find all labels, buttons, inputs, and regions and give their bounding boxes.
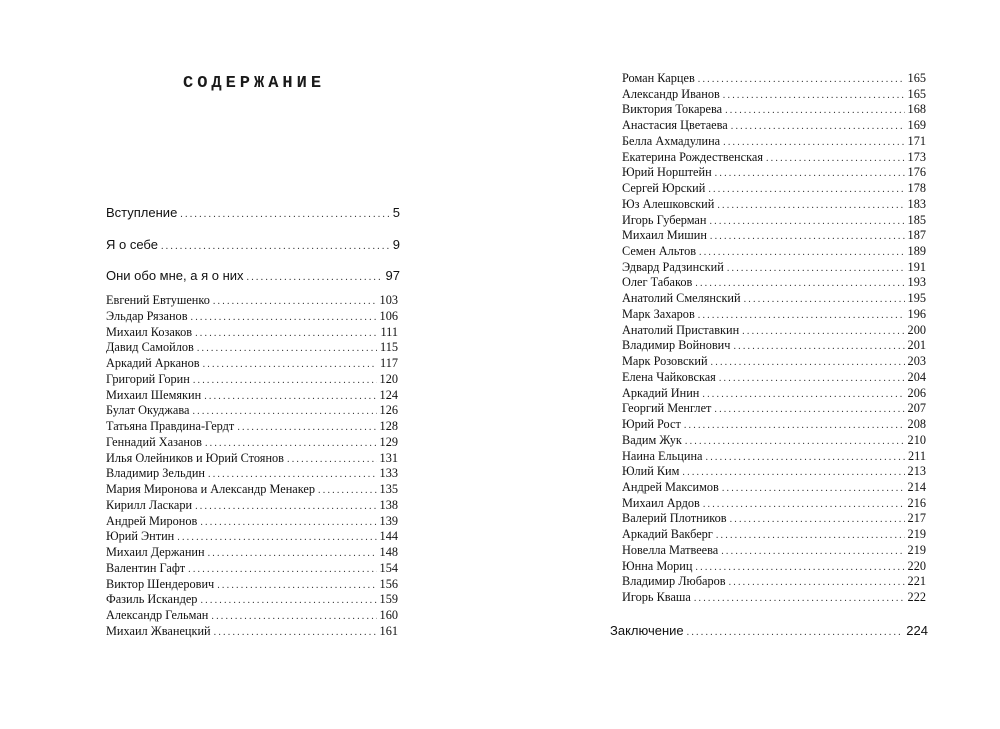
toc-entry-label: Кирилл Ласкари	[106, 497, 193, 512]
toc-entry-page: 133	[379, 466, 398, 481]
toc-entry-page: 148	[379, 545, 398, 559]
toc-entry-page: 176	[907, 165, 926, 180]
toc-entry-page: 200	[907, 322, 926, 337]
toc-entry-label: Евгений Евтушенко	[106, 293, 210, 307]
toc-entry-page: 161	[379, 623, 398, 638]
toc-entry-label: Георгий Менглет	[622, 401, 712, 416]
toc-entry-page: 173	[907, 149, 926, 164]
toc-entry-label: Юз Алешковский	[622, 196, 715, 211]
toc-entry-label: Юрий Энтин	[106, 529, 175, 544]
toc-entry-label: Валентин Гафт	[106, 560, 186, 575]
toc-entry-page: 204	[907, 369, 926, 384]
toc-entry	[610, 623, 928, 641]
toc-entry-label: Новелла Матвеева	[622, 542, 719, 557]
toc-entry-label: Марк Захаров	[622, 306, 695, 321]
toc-entry-label: Они обо мне, а я о них	[106, 268, 244, 283]
toc-entry-label: Михаил Держанин	[106, 545, 205, 559]
toc-entry-page: 195	[907, 291, 926, 306]
toc-entry-page: 185	[907, 212, 926, 227]
toc-entry-page: 221	[907, 574, 926, 589]
toc-entry-page: 178	[907, 181, 926, 196]
toc-entry-page: 187	[907, 228, 926, 243]
toc-entry-page: 201	[907, 338, 926, 353]
toc-entry-page: 208	[907, 417, 926, 432]
toc-entry-page: 106	[379, 308, 398, 323]
toc-entry-label: Виктория Токарева	[622, 102, 723, 117]
toc-entry-page: 196	[907, 306, 926, 321]
toc-entry-label: Юрий Рост	[622, 417, 681, 432]
toc-entry-page: 156	[379, 576, 398, 591]
toc-entry	[622, 589, 926, 607]
toc-entry	[106, 268, 400, 286]
toc-title: СОДЕРЖАНИЕ	[183, 74, 326, 93]
toc-entry-label: Вступление	[106, 205, 178, 220]
toc-entry-label: Аркадий Вакберг	[622, 527, 713, 542]
toc-entry-page: 139	[379, 513, 398, 528]
toc-entry-page: 224	[906, 623, 928, 638]
toc-entry-page: 120	[379, 371, 398, 386]
toc-entry-label: Григорий Горин	[106, 371, 190, 386]
toc-entry-label: Игорь Кваша	[622, 590, 691, 605]
toc-entry-label: Давид Самойлов	[106, 340, 194, 355]
dot-leader	[161, 239, 390, 255]
toc-entry-label: Юрий Норштейн	[622, 165, 712, 180]
toc-entry-page: 165	[907, 86, 926, 101]
toc-entry-label: Анатолий Смелянский	[622, 291, 741, 306]
dot-leader	[180, 207, 389, 223]
toc-entry-page: 124	[379, 387, 398, 402]
toc-entry-page: 171	[907, 133, 926, 148]
toc-entry-page: 115	[380, 340, 398, 355]
toc-entry-label: Аркадий Инин	[622, 385, 700, 400]
toc-entry-page: 211	[908, 448, 926, 463]
toc-entry-page: 129	[379, 434, 398, 449]
toc-entry-page: 169	[907, 118, 926, 133]
toc-entry-label: Игорь Губерман	[622, 212, 707, 227]
toc-entry-label: Наина Ельцина	[622, 448, 703, 463]
toc-entry	[106, 205, 400, 223]
toc-entry-page: 9	[392, 237, 400, 252]
toc-entry-label: Булат Окуджава	[106, 403, 190, 418]
toc-entry-label: Олег Табаков	[622, 275, 693, 290]
toc-entry-page: 189	[907, 244, 926, 259]
toc-entry-page: 210	[907, 432, 926, 447]
toc-entry-label: Белла Ахмадулина	[622, 133, 721, 148]
toc-entry-label: Виктор Шендерович	[106, 576, 215, 591]
toc-entry-label: Владимир Любаров	[622, 574, 726, 589]
toc-entry-page: 111	[380, 324, 398, 339]
toc-entry-page: 214	[907, 479, 926, 494]
toc-entry-label: Илья Олейников и Юрий Стоянов	[106, 450, 284, 465]
toc-entry-label: Мария Миронова и Александр Менакер	[106, 482, 316, 496]
toc-entry-label: Михаил Шемякин	[106, 387, 202, 402]
toc-entry-page: 168	[907, 102, 926, 117]
toc-entry-label: Екатерина Рождественская	[622, 149, 763, 164]
dot-leader	[214, 625, 377, 641]
toc-entry-page: 144	[379, 529, 398, 544]
toc-entry-page: 126	[379, 403, 398, 418]
toc-entry-page: 193	[907, 275, 926, 290]
toc-entry-label: Александр Иванов	[622, 86, 720, 101]
toc-entry-label: Михаил Жванецкий	[106, 623, 211, 638]
toc-entry-label: Аркадий Арканов	[106, 356, 200, 370]
toc-entry-page: 219	[907, 527, 926, 542]
toc-entry-page: 138	[379, 497, 398, 512]
toc-entry-label: Татьяна Правдина-Гердт	[106, 419, 235, 433]
toc-entry-label: Юнна Мориц	[622, 558, 693, 573]
toc-entry-page: 183	[907, 196, 926, 211]
toc-entry	[106, 623, 398, 641]
toc-entry-page: 206	[907, 385, 926, 400]
toc-entry-page: 97	[385, 268, 400, 283]
toc-entry-label: Михаил Ардов	[622, 495, 700, 510]
toc-entry-page: 128	[379, 419, 398, 433]
toc-entry-label: Эльдар Рязанов	[106, 308, 188, 323]
toc-entry-page: 203	[907, 354, 926, 369]
toc-entry-label: Я о себе	[106, 237, 158, 252]
toc-entry-page: 217	[907, 511, 926, 526]
toc-entry-label: Геннадий Хазанов	[106, 434, 202, 449]
toc-entry-page: 207	[907, 401, 926, 416]
dot-leader	[247, 270, 383, 286]
dot-leader	[694, 591, 905, 607]
toc-entry-label: Семен Альтов	[622, 244, 697, 259]
toc-entry-page: 154	[379, 560, 398, 575]
toc-entry-page: 160	[379, 608, 398, 622]
toc-entry-label: Валерий Плотников	[622, 511, 727, 526]
toc-entry-label: Михаил Мишин	[622, 228, 707, 243]
right-page	[500, 0, 1000, 729]
toc-entry-page: 5	[392, 205, 400, 220]
toc-entry-page: 191	[907, 259, 926, 274]
toc-entry-page: 159	[379, 592, 398, 607]
toc-entry-label: Марк Розовский	[622, 354, 708, 369]
toc-entry-page: 219	[907, 542, 926, 557]
toc-entry	[106, 237, 400, 255]
toc-entry-label: Анатолий Приставкин	[622, 322, 740, 337]
toc-entry-label: Анастасия Цветаева	[622, 118, 728, 133]
toc-entry-label: Андрей Миронов	[106, 513, 198, 528]
toc-entry-label: Андрей Максимов	[622, 479, 719, 494]
toc-entry-label: Сергей Юрский	[622, 181, 706, 196]
toc-entry-page: 222	[907, 590, 926, 605]
toc-entry-label: Юлий Ким	[622, 464, 680, 479]
toc-entry-label: Заключение	[610, 623, 684, 638]
toc-entry-label: Фазиль Искандер	[106, 592, 198, 607]
toc-entry-label: Владимир Войнович	[622, 338, 731, 353]
toc-entry-label: Елена Чайковская	[622, 369, 716, 384]
toc-entry-page: 213	[907, 464, 926, 479]
toc-entry-label: Владимир Зельдин	[106, 466, 205, 481]
toc-entry-label: Михаил Козаков	[106, 324, 193, 339]
toc-entry-page: 165	[907, 71, 926, 85]
toc-entry-label: Вадим Жук	[622, 432, 682, 447]
toc-entry-page: 135	[379, 482, 398, 496]
toc-entry-page: 131	[379, 450, 398, 465]
dot-leader	[687, 625, 904, 641]
toc-entry-page: 216	[907, 495, 926, 510]
toc-entry-label: Эдвард Радзинский	[622, 259, 724, 274]
toc-entry-label: Александр Гельман	[106, 608, 209, 622]
toc-entry-label: Роман Карцев	[622, 71, 695, 85]
toc-entry-page: 103	[379, 293, 398, 307]
toc-entry-page: 117	[380, 356, 398, 370]
toc-entry-page: 220	[907, 558, 926, 573]
